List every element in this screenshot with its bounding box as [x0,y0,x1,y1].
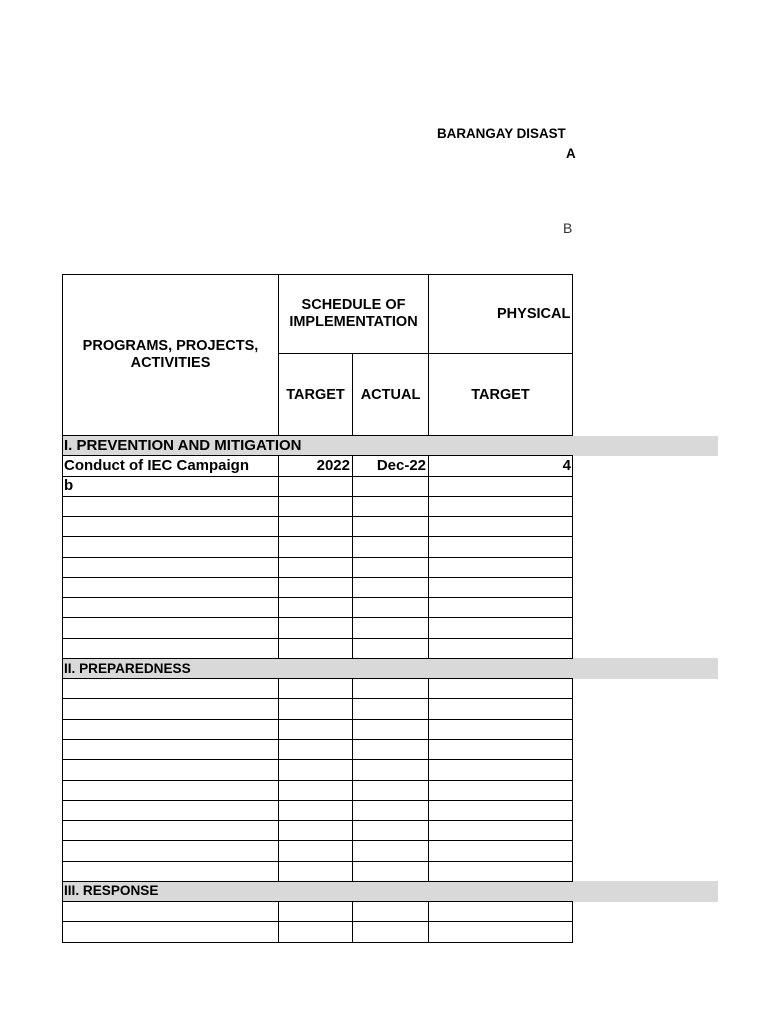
section-header-row [63,658,718,678]
activity-cell [63,800,279,820]
physical-target-cell [429,821,573,841]
section-band [573,658,718,678]
activity-cell [63,679,279,699]
activity-cell [63,577,279,597]
activity-cell [63,780,279,800]
schedule-target-cell [279,699,353,719]
table-row [63,780,718,800]
schedule-actual-cell [353,699,429,719]
activity-cell: Conduct of IEC Campaign [63,456,279,476]
blank-cell [573,557,718,577]
schedule-actual-cell [353,476,429,496]
activity-cell [63,557,279,577]
blank-cell [573,719,718,739]
report-subtitle: A [566,146,576,161]
header-row [63,275,718,354]
physical-target-cell [429,618,573,638]
section-header-row [63,881,718,901]
physical-target-cell [429,902,573,922]
table-row [63,841,718,861]
report-title: BARANGAY DISAST [437,126,566,141]
table-row [63,598,718,618]
table-row [63,537,718,557]
schedule-target-cell [279,517,353,537]
schedule-actual-header: ACTUAL [353,354,429,436]
activity-cell [63,537,279,557]
schedule-target-cell [279,719,353,739]
activity-cell [63,821,279,841]
blank-cell [573,354,718,436]
physical-target-cell [429,476,573,496]
programs-header: PROGRAMS, PROJECTS, ACTIVITIES [63,275,279,436]
table-row [63,760,718,780]
activity-cell [63,618,279,638]
schedule-actual-cell [353,780,429,800]
blank-cell [573,577,718,597]
accomplishment-table [62,274,718,943]
physical-target-cell [429,699,573,719]
table-row [63,800,718,820]
blank-cell [573,679,718,699]
activity-cell [63,760,279,780]
physical-target-cell [429,537,573,557]
schedule-actual-cell [353,719,429,739]
schedule-header: SCHEDULE OF IMPLEMENTATION [279,275,429,354]
schedule-target-cell [279,760,353,780]
blank-cell [573,780,718,800]
blank-cell [573,800,718,820]
blank-cell [573,598,718,618]
physical-target-cell: 4 [429,456,573,476]
schedule-target-cell [279,618,353,638]
schedule-actual-cell [353,517,429,537]
section-band [573,436,718,456]
blank-cell [573,841,718,861]
report-title-block [0,0,576,270]
activity-cell [63,496,279,516]
activity-cell [63,598,279,618]
schedule-target-cell [279,476,353,496]
physical-target-header: TARGET [429,354,573,436]
table-row [63,618,718,638]
blank-cell [573,699,718,719]
section-band [573,881,718,901]
activity-cell [63,517,279,537]
blank-cell [573,861,718,881]
blank-cell [573,821,718,841]
schedule-actual-cell [353,537,429,557]
activity-cell [63,902,279,922]
table-row [63,719,718,739]
schedule-actual-cell [353,598,429,618]
blank-cell [573,275,718,354]
activity-cell [63,861,279,881]
schedule-target-cell [279,821,353,841]
physical-target-cell [429,861,573,881]
physical-target-cell [429,800,573,820]
table-row [63,922,718,942]
physical-target-cell [429,739,573,759]
section-title: III. RESPONSE [63,881,573,901]
table-row [63,902,718,922]
schedule-actual-cell [353,496,429,516]
section-title: II. PREPAREDNESS [63,658,573,678]
schedule-actual-cell [353,821,429,841]
schedule-target-header: TARGET [279,354,353,436]
barangay-line: B [563,220,573,236]
table-row [63,638,718,658]
schedule-target-cell [279,861,353,881]
table-row [63,577,718,597]
physical-target-cell [429,922,573,942]
schedule-target-cell [279,638,353,658]
blank-cell [573,517,718,537]
physical-target-cell [429,760,573,780]
schedule-actual-cell [353,760,429,780]
schedule-target-cell [279,496,353,516]
schedule-target-cell [279,902,353,922]
schedule-target-cell [279,739,353,759]
physical-target-cell [429,598,573,618]
schedule-target-cell [279,922,353,942]
physical-target-cell [429,841,573,861]
table-row [63,476,718,496]
blank-cell [573,902,718,922]
blank-cell [573,922,718,942]
schedule-actual-cell [353,922,429,942]
schedule-actual-cell [353,577,429,597]
blank-cell [573,739,718,759]
activity-cell: b [63,476,279,496]
schedule-actual-cell [353,841,429,861]
schedule-actual-cell [353,679,429,699]
activity-cell [63,719,279,739]
schedule-target-cell [279,800,353,820]
activity-cell [63,841,279,861]
physical-target-cell [429,780,573,800]
physical-header: PHYSICAL [429,275,573,354]
table-row [63,821,718,841]
schedule-actual-cell [353,739,429,759]
physical-target-cell [429,719,573,739]
schedule-actual-cell [353,618,429,638]
blank-cell [573,618,718,638]
table-row [63,861,718,881]
blank-cell [573,760,718,780]
schedule-target-cell [279,598,353,618]
activity-cell [63,922,279,942]
schedule-actual-cell [353,800,429,820]
blank-cell [573,476,718,496]
schedule-target-cell [279,557,353,577]
table-row [63,739,718,759]
physical-target-cell [429,557,573,577]
table-row [63,699,718,719]
schedule-actual-cell [353,557,429,577]
physical-target-cell [429,679,573,699]
schedule-target-cell [279,537,353,557]
schedule-target-cell [279,577,353,597]
schedule-target-cell [279,780,353,800]
schedule-actual-cell: Dec-22 [353,456,429,476]
table-row [63,557,718,577]
schedule-actual-cell [353,861,429,881]
table-row [63,517,718,537]
schedule-actual-cell [353,902,429,922]
schedule-target-cell: 2022 [279,456,353,476]
blank-cell [573,456,718,476]
table-row [63,456,718,476]
activity-cell [63,739,279,759]
schedule-target-cell [279,841,353,861]
activity-cell [63,699,279,719]
table-body [63,436,718,943]
schedule-target-cell [279,679,353,699]
blank-cell [573,537,718,557]
physical-target-cell [429,496,573,516]
table-row [63,496,718,516]
section-header-row [63,436,718,456]
blank-cell [573,638,718,658]
schedule-actual-cell [353,638,429,658]
table-row [63,679,718,699]
physical-target-cell [429,517,573,537]
blank-cell [573,496,718,516]
section-title: I. PREVENTION AND MITIGATION [63,436,573,456]
activity-cell [63,638,279,658]
physical-target-cell [429,638,573,658]
physical-target-cell [429,577,573,597]
